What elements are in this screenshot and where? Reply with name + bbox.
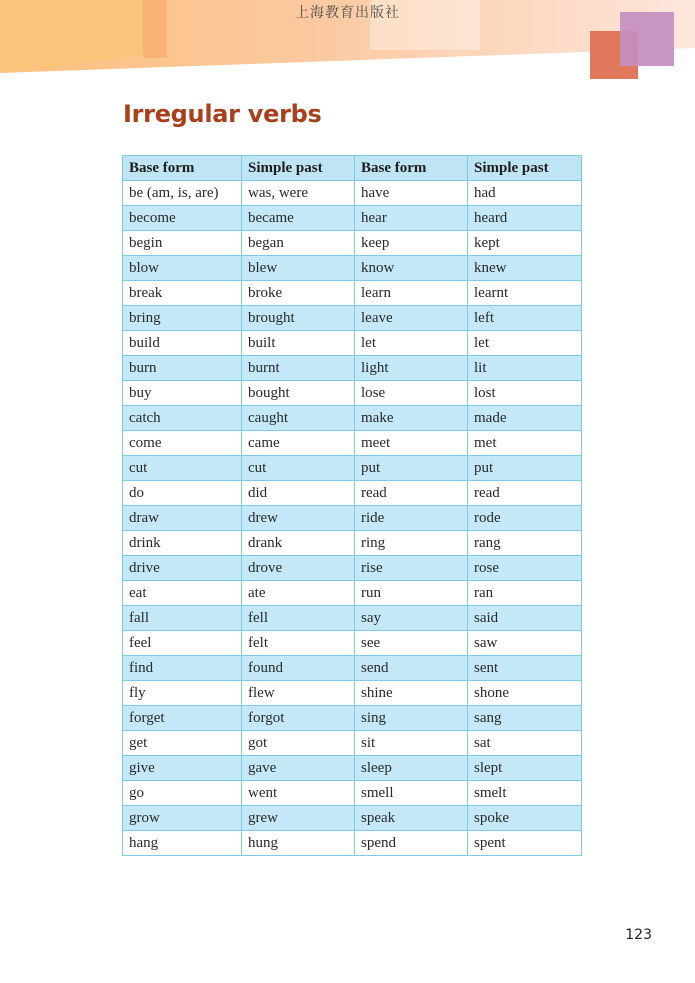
base-form-cell: shine: [355, 681, 468, 706]
simple-past-cell: made: [468, 406, 582, 431]
simple-past-cell: did: [242, 481, 355, 506]
base-form-cell: ring: [355, 531, 468, 556]
base-form-cell: sit: [355, 731, 468, 756]
simple-past-cell: said: [468, 606, 582, 631]
table-row: [123, 406, 582, 431]
base-form-cell: fly: [123, 681, 242, 706]
simple-past-cell: met: [468, 431, 582, 456]
simple-past-cell: ate: [242, 581, 355, 606]
simple-past-cell: forgot: [242, 706, 355, 731]
table-body: [123, 181, 582, 856]
simple-past-cell: rang: [468, 531, 582, 556]
simple-past-cell: felt: [242, 631, 355, 656]
table-row: [123, 181, 582, 206]
base-form-cell: leave: [355, 306, 468, 331]
simple-past-cell: built: [242, 331, 355, 356]
irregular-verbs-table: [122, 155, 582, 856]
header-simple-past-1: Simple past: [242, 156, 355, 181]
base-form-cell: drive: [123, 556, 242, 581]
base-form-cell: keep: [355, 231, 468, 256]
table-row: [123, 206, 582, 231]
base-form-cell: draw: [123, 506, 242, 531]
base-form-cell: speak: [355, 806, 468, 831]
base-form-cell: burn: [123, 356, 242, 381]
base-form-cell: let: [355, 331, 468, 356]
simple-past-cell: went: [242, 781, 355, 806]
base-form-cell: get: [123, 731, 242, 756]
table-row: [123, 456, 582, 481]
base-form-cell: go: [123, 781, 242, 806]
simple-past-cell: read: [468, 481, 582, 506]
base-form-cell: lose: [355, 381, 468, 406]
simple-past-cell: saw: [468, 631, 582, 656]
base-form-cell: forget: [123, 706, 242, 731]
simple-past-cell: caught: [242, 406, 355, 431]
base-form-cell: say: [355, 606, 468, 631]
base-form-cell: hear: [355, 206, 468, 231]
table-row: [123, 556, 582, 581]
simple-past-cell: let: [468, 331, 582, 356]
simple-past-cell: came: [242, 431, 355, 456]
base-form-cell: give: [123, 756, 242, 781]
table-row: [123, 381, 582, 406]
simple-past-cell: put: [468, 456, 582, 481]
base-form-cell: read: [355, 481, 468, 506]
base-form-cell: break: [123, 281, 242, 306]
publisher-name: 上海教育出版社: [295, 5, 400, 21]
base-form-cell: feel: [123, 631, 242, 656]
simple-past-cell: hung: [242, 831, 355, 856]
simple-past-cell: drank: [242, 531, 355, 556]
table-row: [123, 531, 582, 556]
base-form-cell: bring: [123, 306, 242, 331]
header-base-form-2: Base form: [355, 156, 468, 181]
simple-past-cell: spent: [468, 831, 582, 856]
header-simple-past-2: Simple past: [468, 156, 582, 181]
simple-past-cell: gave: [242, 756, 355, 781]
table-row: [123, 481, 582, 506]
table-row: [123, 681, 582, 706]
simple-past-cell: knew: [468, 256, 582, 281]
table-row: [123, 606, 582, 631]
table-row: [123, 731, 582, 756]
table-row: [123, 581, 582, 606]
simple-past-cell: smelt: [468, 781, 582, 806]
base-form-cell: catch: [123, 406, 242, 431]
base-form-cell: have: [355, 181, 468, 206]
table-row: [123, 756, 582, 781]
simple-past-cell: shone: [468, 681, 582, 706]
header-base-form-1: Base form: [123, 156, 242, 181]
simple-past-cell: began: [242, 231, 355, 256]
page-title: Irregular verbs: [123, 100, 322, 128]
page-number: 123: [625, 927, 652, 943]
table-row: [123, 356, 582, 381]
base-form-cell: run: [355, 581, 468, 606]
base-form-cell: cut: [123, 456, 242, 481]
base-form-cell: ride: [355, 506, 468, 531]
table-row: [123, 506, 582, 531]
simple-past-cell: cut: [242, 456, 355, 481]
simple-past-cell: became: [242, 206, 355, 231]
simple-past-cell: slept: [468, 756, 582, 781]
simple-past-cell: drove: [242, 556, 355, 581]
base-form-cell: sing: [355, 706, 468, 731]
base-form-cell: put: [355, 456, 468, 481]
base-form-cell: hang: [123, 831, 242, 856]
simple-past-cell: drew: [242, 506, 355, 531]
table-header-row: [123, 156, 582, 181]
table-row: [123, 706, 582, 731]
simple-past-cell: found: [242, 656, 355, 681]
simple-past-cell: brought: [242, 306, 355, 331]
simple-past-cell: rose: [468, 556, 582, 581]
base-form-cell: eat: [123, 581, 242, 606]
simple-past-cell: grew: [242, 806, 355, 831]
simple-past-cell: blew: [242, 256, 355, 281]
simple-past-cell: lit: [468, 356, 582, 381]
base-form-cell: build: [123, 331, 242, 356]
base-form-cell: drink: [123, 531, 242, 556]
base-form-cell: spend: [355, 831, 468, 856]
table-row: [123, 806, 582, 831]
base-form-cell: blow: [123, 256, 242, 281]
base-form-cell: sleep: [355, 756, 468, 781]
table-row: [123, 231, 582, 256]
base-form-cell: find: [123, 656, 242, 681]
base-form-cell: do: [123, 481, 242, 506]
base-form-cell: light: [355, 356, 468, 381]
base-form-cell: begin: [123, 231, 242, 256]
simple-past-cell: kept: [468, 231, 582, 256]
base-form-cell: send: [355, 656, 468, 681]
table-row: [123, 306, 582, 331]
simple-past-cell: heard: [468, 206, 582, 231]
table-row: [123, 781, 582, 806]
simple-past-cell: bought: [242, 381, 355, 406]
simple-past-cell: left: [468, 306, 582, 331]
table-row: [123, 256, 582, 281]
base-form-cell: fall: [123, 606, 242, 631]
table-row: [123, 631, 582, 656]
base-form-cell: meet: [355, 431, 468, 456]
simple-past-cell: fell: [242, 606, 355, 631]
simple-past-cell: lost: [468, 381, 582, 406]
base-form-cell: buy: [123, 381, 242, 406]
simple-past-cell: sang: [468, 706, 582, 731]
simple-past-cell: got: [242, 731, 355, 756]
simple-past-cell: sent: [468, 656, 582, 681]
simple-past-cell: burnt: [242, 356, 355, 381]
base-form-cell: know: [355, 256, 468, 281]
simple-past-cell: learnt: [468, 281, 582, 306]
simple-past-cell: broke: [242, 281, 355, 306]
table-row: [123, 831, 582, 856]
base-form-cell: be (am, is, are): [123, 181, 242, 206]
base-form-cell: learn: [355, 281, 468, 306]
simple-past-cell: had: [468, 181, 582, 206]
base-form-cell: smell: [355, 781, 468, 806]
base-form-cell: see: [355, 631, 468, 656]
table-row: [123, 331, 582, 356]
simple-past-cell: flew: [242, 681, 355, 706]
base-form-cell: come: [123, 431, 242, 456]
table-row: [123, 281, 582, 306]
base-form-cell: make: [355, 406, 468, 431]
simple-past-cell: sat: [468, 731, 582, 756]
table-row: [123, 656, 582, 681]
base-form-cell: grow: [123, 806, 242, 831]
simple-past-cell: was, were: [242, 181, 355, 206]
simple-past-cell: spoke: [468, 806, 582, 831]
simple-past-cell: ran: [468, 581, 582, 606]
table-row: [123, 431, 582, 456]
base-form-cell: become: [123, 206, 242, 231]
base-form-cell: rise: [355, 556, 468, 581]
simple-past-cell: rode: [468, 506, 582, 531]
